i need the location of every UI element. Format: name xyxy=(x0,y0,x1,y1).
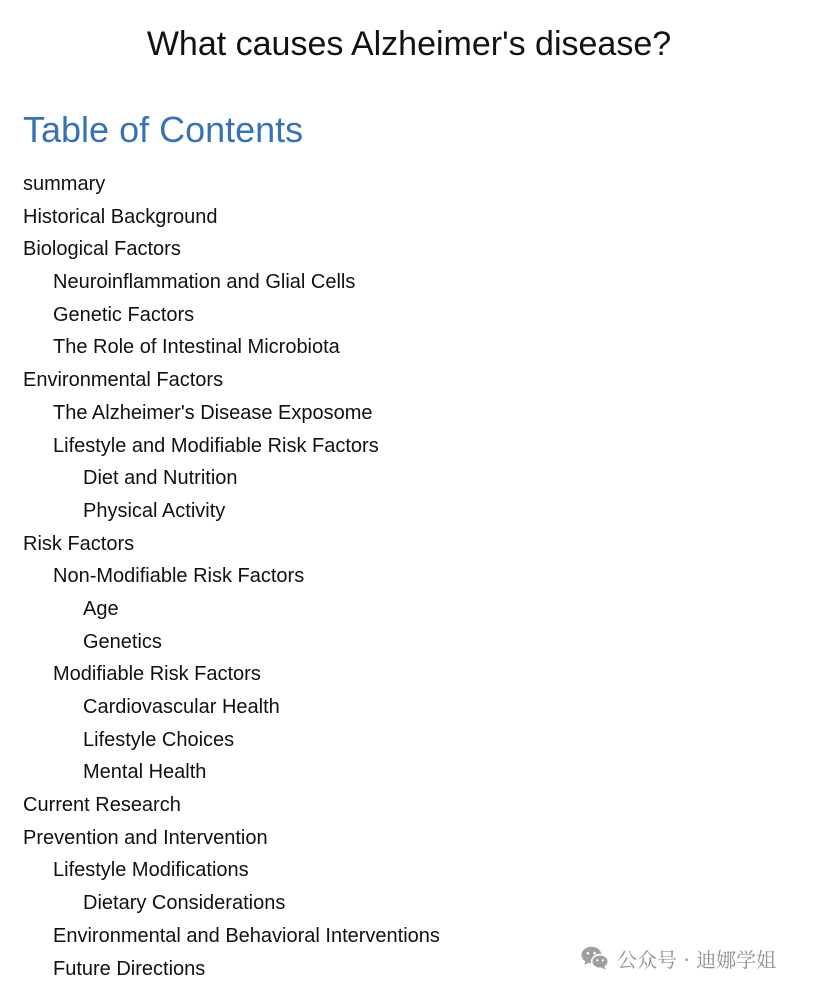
toc-link[interactable]: Environmental and Behavioral Interventions xyxy=(53,924,440,947)
table-of-contents xyxy=(23,168,440,985)
toc-link[interactable]: Environmental Factors xyxy=(23,369,224,392)
watermark-text: 公众号 · 迪娜学姐 xyxy=(617,947,777,972)
watermark xyxy=(580,943,776,973)
document-title: What causes Alzheimer's disease? xyxy=(146,25,672,63)
toc-link[interactable]: Mental Health xyxy=(83,761,207,784)
toc-link[interactable]: Genetic Factors xyxy=(53,303,195,326)
toc-link[interactable]: Cardiovascular Health xyxy=(83,696,280,718)
toc-link[interactable]: Diet and Nutrition xyxy=(83,467,238,490)
toc-link[interactable]: Age xyxy=(83,597,119,620)
toc-link[interactable]: Neuroinflammation and Glial Cells xyxy=(53,271,356,294)
toc-link[interactable]: Physical Activity xyxy=(83,499,226,522)
toc-link[interactable]: Non-Modifiable Risk Factors xyxy=(53,565,305,588)
wechat-icon xyxy=(580,945,610,971)
toc-link[interactable]: Modifiable Risk Factors xyxy=(53,663,261,686)
toc-link[interactable]: Lifestyle and Modifiable Risk Factors xyxy=(53,434,379,457)
toc-link[interactable]: The Role of Intestinal Microbiota xyxy=(53,336,340,359)
toc-link[interactable]: Genetics xyxy=(83,630,162,653)
toc-link[interactable]: Prevention and Intervention xyxy=(23,826,268,849)
toc-heading: Table of Contents xyxy=(23,109,304,150)
toc-link[interactable]: Historical Background xyxy=(23,205,218,228)
toc-link[interactable]: Lifestyle Choices xyxy=(83,728,235,751)
toc-link[interactable]: Current Research xyxy=(23,794,181,817)
toc-link[interactable]: Dietary Considerations xyxy=(83,892,286,915)
toc-link[interactable]: Future Directions xyxy=(53,957,206,980)
toc-link[interactable]: The Alzheimer's Disease Exposome xyxy=(53,401,373,424)
toc-link[interactable]: Risk Factors xyxy=(23,532,135,555)
toc-link[interactable]: Biological Factors xyxy=(23,238,181,261)
toc-link[interactable]: summary xyxy=(23,173,106,195)
toc-link[interactable]: Lifestyle Modifications xyxy=(53,859,249,882)
